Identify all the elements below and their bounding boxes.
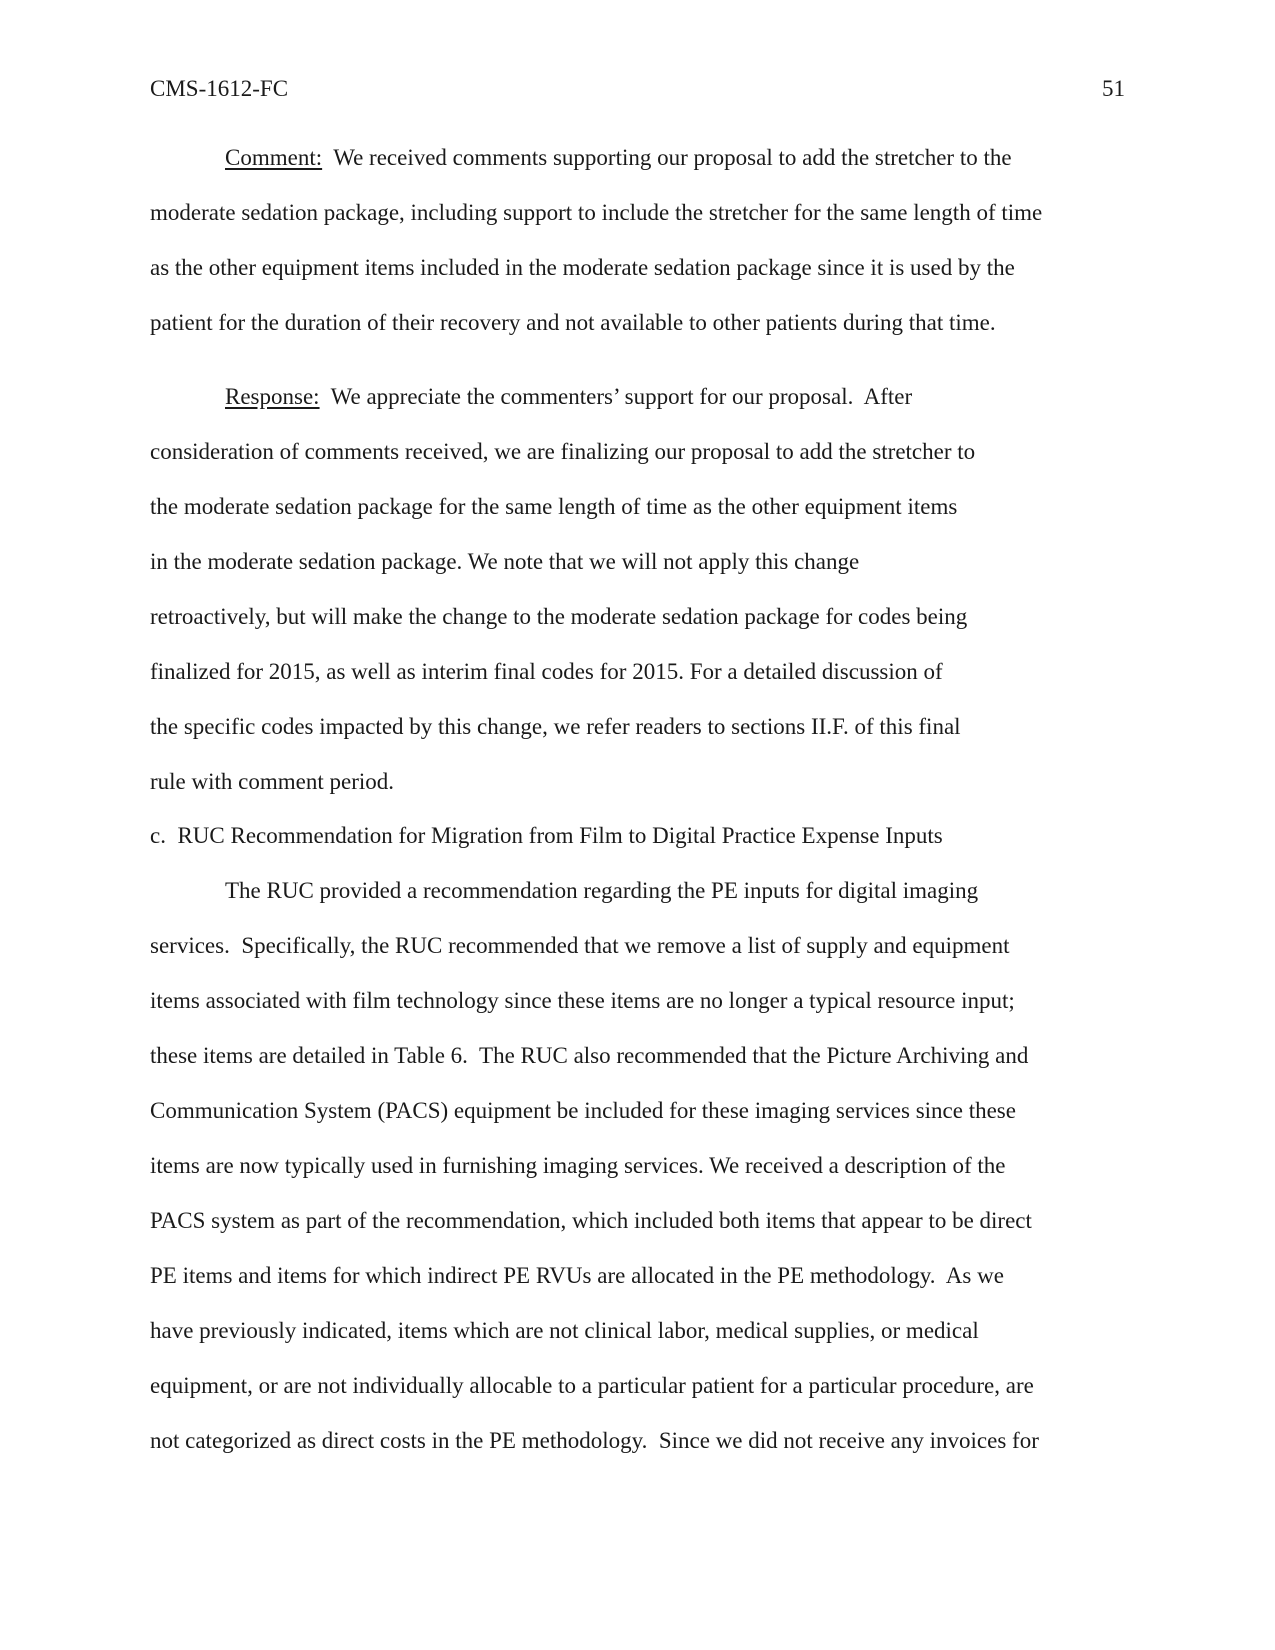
- ruc-line-1: The RUC provided a recommendation regarding the PE inputs for digital imaging: [225, 878, 979, 903]
- response-text: We appreciate the commenters’ support for our proposal. After: [319, 384, 913, 409]
- section-heading: c. RUC Recommendation for Migration from Film to Digital Practice Expense Inputs: [150, 823, 943, 848]
- response-line-3: the moderate sedation package for the same length of time as the other equipment items: [150, 494, 958, 519]
- ruc-line-9: have previously indicated, items which are not clinical labor, medical supplies, or medical: [150, 1318, 979, 1343]
- response-line-8: rule with comment period.: [150, 769, 394, 794]
- comment-line-2: moderate sedation package, including support to include the stretcher for the same length of time: [150, 200, 1043, 225]
- response-line-4: in the moderate sedation package. We note that we will not apply this change: [150, 549, 860, 574]
- document-id: CMS-1612-FC: [150, 76, 289, 101]
- comment-line-1: [225, 144, 1012, 172]
- ruc-line-7: PACS system as part of the recommendation, which included both items that appear to be direct: [150, 1208, 1032, 1233]
- comment-line-3: as the other equipment items included in the moderate sedation package since it is used by the: [150, 255, 1015, 280]
- response-label: Response:: [225, 384, 320, 409]
- comment-text: We received comments supporting our proposal to add the stretcher to the: [322, 145, 1012, 170]
- ruc-line-10: equipment, or are not individually allocable to a particular patient for a particular procedure, are: [150, 1373, 1034, 1398]
- response-line-1: [225, 383, 912, 411]
- response-line-2: consideration of comments received, we are finalizing our proposal to add the stretcher to: [150, 439, 976, 464]
- page-number: 51: [1102, 76, 1125, 101]
- response-line-6: finalized for 2015, as well as interim final codes for 2015. For a detailed discussion of: [150, 659, 943, 684]
- ruc-line-2: services. Specifically, the RUC recommended that we remove a list of supply and equipment: [150, 933, 1010, 958]
- comment-line-4: patient for the duration of their recovery and not available to other patients during that time.: [150, 310, 996, 335]
- ruc-line-11: not categorized as direct costs in the PE methodology. Since we did not receive any invoices for: [150, 1428, 1039, 1453]
- response-line-7: the specific codes impacted by this change, we refer readers to sections II.F. of this final: [150, 714, 961, 739]
- ruc-line-8: PE items and items for which indirect PE RVUs are allocated in the PE methodology. As we: [150, 1263, 1004, 1288]
- ruc-line-4: these items are detailed in Table 6. The RUC also recommended that the Picture Archiving and: [150, 1043, 1029, 1068]
- ruc-line-5: Communication System (PACS) equipment be included for these imaging services since these: [150, 1098, 1016, 1123]
- response-line-5: retroactively, but will make the change to the moderate sedation package for codes being: [150, 604, 968, 629]
- comment-label: Comment:: [225, 145, 323, 170]
- ruc-line-6: items are now typically used in furnishing imaging services. We received a description of the: [150, 1153, 1006, 1178]
- ruc-line-3: items associated with film technology since these items are no longer a typical resource input;: [150, 988, 1015, 1013]
